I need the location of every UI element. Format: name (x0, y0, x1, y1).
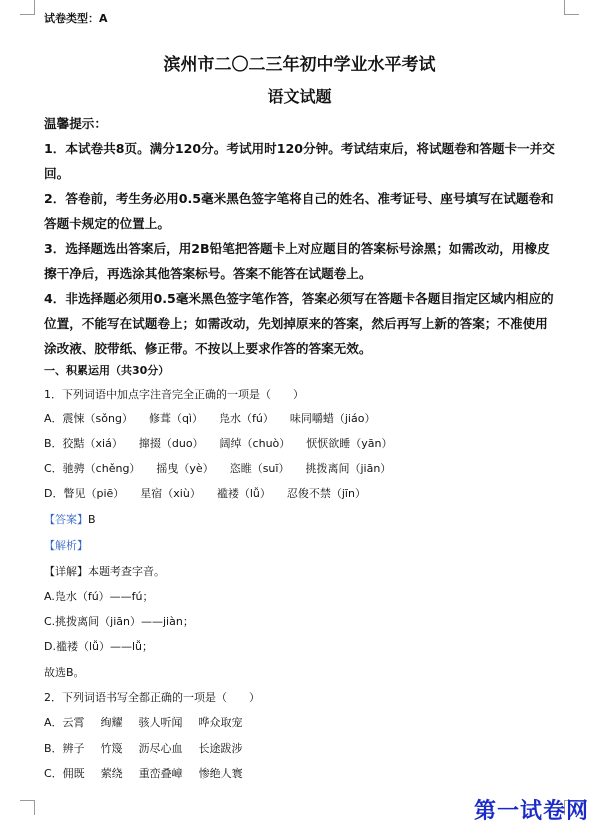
tips-line: 答题卡规定的位置上。 (44, 216, 170, 231)
tips-line: 3．选择题选出答案后，用2B铅笔把答题卡上对应题目的答案标号涂黑；如需改动，用橡皮 (44, 241, 550, 256)
option-word: 竹篾 (100, 742, 123, 755)
option-word: 忍俊不禁（jīn） (286, 487, 366, 500)
option-word: 惨绝人寰 (198, 767, 243, 780)
question-2-option-c (44, 765, 569, 781)
analysis-label: 【解析】 (44, 539, 88, 552)
option-word: C．驰骋（chěng） (44, 462, 141, 475)
paper-type: 试卷类型：A (44, 12, 108, 25)
option-word: 重峦叠嶂 (138, 767, 183, 780)
option-word: 阔绰（chuò） (219, 437, 291, 450)
tips-heading: 温馨提示： (44, 116, 107, 131)
answer-value: B (88, 513, 96, 526)
option-word: C．佣既 (44, 767, 85, 780)
option-word: A．震悚（sǒng） (44, 412, 133, 425)
tips-line: 4．非选择题必须用0.5毫米黑色签字笔作答，答案必须写在答题卡各题目指定区域内相应的 (44, 291, 554, 306)
question-2-stem: 2．下列词语书写全都正确的一项是（ ） (44, 691, 260, 704)
tips-line: 1．本试卷共8页。满分120分。考试用时120分钟。考试结束后，将试题卷和答题卡一并交 (44, 141, 555, 156)
option-word: B．狡黠（xiá） (44, 437, 123, 450)
tips-line: 擦干净后，再选涂其他答案标号。答案不能答在试题卷上。 (44, 266, 372, 281)
option-word: 撺掇（duo） (138, 437, 204, 450)
option-word: 修葺（qì） (148, 412, 203, 425)
conclusion-text: 故选B。 (44, 666, 85, 679)
option-word: 哗众取宠 (198, 716, 243, 729)
tips-line: 2．答卷前，考生务必用0.5毫米黑色签字笔将自己的姓名、准考证号、座号填写在试题卷和 (44, 191, 554, 206)
question-2-option-b (44, 740, 569, 756)
option-word: 萦绕 (100, 767, 123, 780)
question-1-option-c (44, 460, 569, 476)
tips-line: 回。 (44, 166, 70, 181)
question-1-option-a (44, 410, 569, 426)
crop-mark-top-left (20, 0, 35, 15)
option-word: 长途跋涉 (198, 742, 243, 755)
option-word: A．云霄 (44, 716, 85, 729)
option-word: 味同嚼蜡（jiáo） (289, 412, 376, 425)
question-2-option-a (44, 714, 569, 730)
option-word: B．辨子 (44, 742, 85, 755)
tips-line: 位置，不能写在试题卷上；如需改动，先划掉原来的答案，然后再写上新的答案；不准使用 (44, 316, 548, 331)
section-heading: 一、积累运用（共30分） (44, 364, 170, 377)
option-word: 摇曳（yè） (156, 462, 214, 475)
option-word: 沥尽心血 (138, 742, 183, 755)
option-word: 绚耀 (100, 716, 123, 729)
correction-line: D.褴褛（lǚ）——lǚ； (44, 640, 154, 653)
option-word: 凫水（fú） (219, 412, 274, 425)
question-1-option-d (44, 485, 569, 501)
answer-line (44, 511, 569, 527)
correction-line: C.挑拨离间（jiān）——jiàn； (44, 615, 194, 628)
detail-text: 【详解】本题考查字音。 (44, 565, 165, 578)
crop-mark-bottom-left (20, 800, 35, 815)
option-word: 恹恹欲睡（yān） (306, 437, 393, 450)
question-1-option-b (44, 435, 569, 451)
option-word: 恣睢（suī） (229, 462, 290, 475)
option-word: 挑拨离间（jiān） (305, 462, 392, 475)
option-word: 骇人听闻 (138, 716, 183, 729)
page-subtitle: 语文试题 (267, 87, 332, 106)
page-title: 滨州市二〇二三年初中学业水平考试 (163, 55, 436, 75)
tips-line: 涂改液、胶带纸、修正带。不按以上要求作答的答案无效。 (44, 341, 372, 356)
option-word: 星宿（xiù） (140, 487, 201, 500)
correction-line: A.凫水（fú）——fú； (44, 590, 154, 603)
question-1-stem: 1．下列词语中加点字注音完全正确的一项是（ ） (44, 388, 304, 401)
option-word: 褴褛（lǚ） (216, 487, 271, 500)
answer-label: 【答案】 (44, 513, 88, 526)
option-word: D．瞥见（piē） (44, 487, 125, 500)
site-watermark: 第一试卷网 (473, 798, 589, 824)
